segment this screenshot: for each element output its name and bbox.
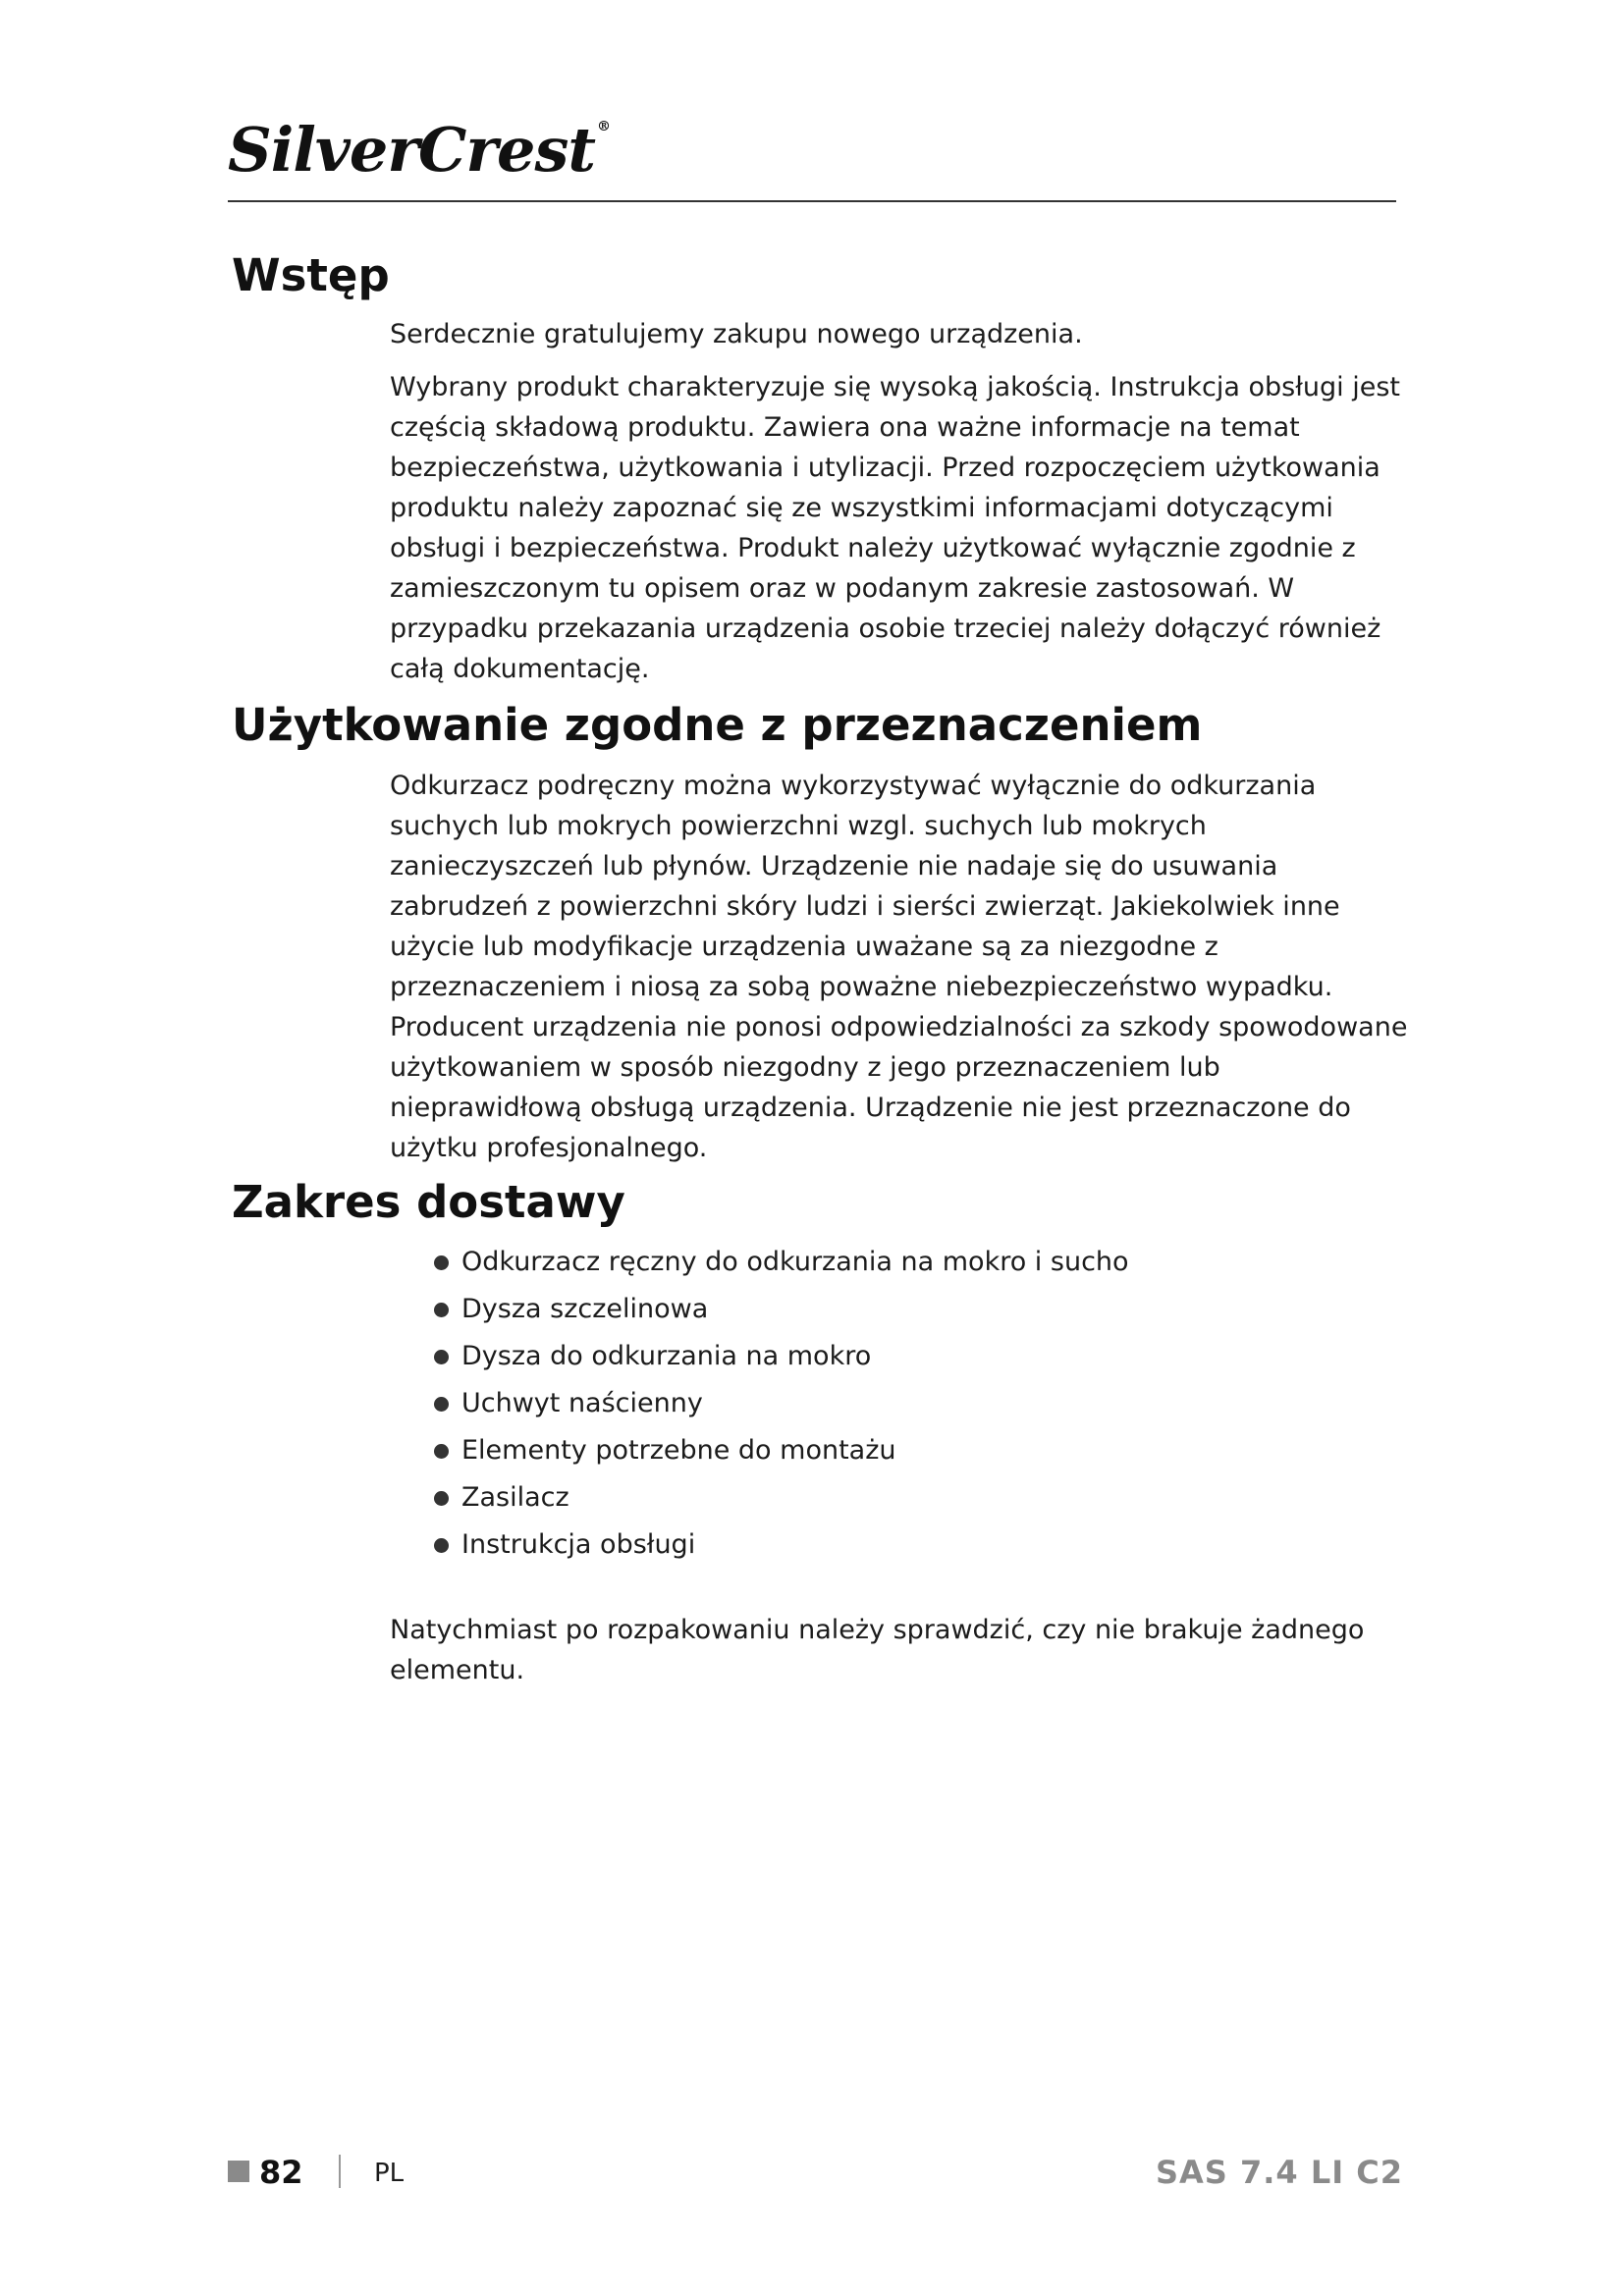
bullet-icon bbox=[434, 1350, 449, 1364]
intro-paragraph-2: Wybrany produkt charakteryzuje się wysoką jakością. Instrukcja obsługi jest częścią składową produktu. Zawiera ona ważne informacje na temat bezpieczeństwa, użytkowania i utylizacji. Przed rozpoczęciem użytkowania produktu należy zapoznać się ze wszystkimi informacjami dotyczącymi obsługi i bezpieczeństwa. Produkt należy użytkować wyłącznie zgodnie z zamieszczonym tu opisem oraz w podanym zakresie zastosowań. W przypadku przekazania urządzenia osobie trzeciej należy dołączyć również całą dokumentację. bbox=[390, 372, 1401, 684]
bullet-icon bbox=[434, 1255, 449, 1270]
list-item-label: Zasilacz bbox=[461, 1482, 569, 1513]
list-item bbox=[432, 1286, 1129, 1333]
intended-use-paragraph: Odkurzacz podręczny można wykorzystywać wyłącznie do odkurzania suchych lub mokrych powierzchni wzgl. suchych lub mokrych zanieczyszczeń lub płynów. Urządzenie nie nadaje się do usuwania zabrudzeń z powierzchni skóry ludzi i sierści zwierząt. Jakiekolwiek inne użycie lub modyfikacje urządzenia uważane są za niezgodne z przeznaczeniem i niosą za sobą poważne niebezpieczeństwo wypadku. Producent urządzenia nie ponosi odpowiedzialności za szkody spowodowane użytkowaniem w sposób niezgodny z jego przeznaczeniem lub nieprawidłową obsługą urządzenia. Urządzenie nie jest przeznaczone do użytku profesjonalnego. bbox=[390, 771, 1408, 1163]
registered-mark: ® bbox=[597, 119, 611, 134]
language-code: PL bbox=[374, 2159, 405, 2188]
page-number: 82 bbox=[259, 2154, 303, 2191]
bullet-icon bbox=[434, 1444, 449, 1459]
list-item bbox=[432, 1474, 1129, 1522]
page-marker-icon bbox=[228, 2161, 249, 2182]
list-item bbox=[432, 1427, 1129, 1474]
brand-logo bbox=[228, 114, 611, 186]
delivery-note: Natychmiast po rozpakowaniu należy sprawdzić, czy nie brakuje żadnego elementu. bbox=[390, 1615, 1365, 1685]
bullet-icon bbox=[434, 1538, 449, 1553]
intro-paragraph-1: Serdecznie gratulujemy zakupu nowego urządzenia. bbox=[390, 319, 1083, 349]
page-footer bbox=[0, 2153, 1624, 2192]
section-title-delivery: Zakres dostawy bbox=[232, 1176, 625, 1228]
list-item-label: Odkurzacz ręczny do odkurzania na mokro i sucho bbox=[461, 1247, 1129, 1277]
list-item-label: Dysza szczelinowa bbox=[461, 1294, 709, 1324]
list-item bbox=[432, 1380, 1129, 1427]
list-item-label: Elementy potrzebne do montażu bbox=[461, 1435, 896, 1466]
section-title-intro: Wstęp bbox=[232, 249, 390, 301]
brand-name: SilverCrest bbox=[228, 114, 596, 186]
header-divider bbox=[228, 200, 1396, 202]
delivery-list bbox=[432, 1239, 1129, 1569]
bullet-icon bbox=[434, 1397, 449, 1412]
list-item-label: Dysza do odkurzania na mokro bbox=[461, 1341, 872, 1371]
bullet-icon bbox=[434, 1491, 449, 1506]
list-item-label: Uchwyt naścienny bbox=[461, 1388, 703, 1418]
section-title-intended-use: Użytkowanie zgodne z przeznaczeniem bbox=[232, 699, 1203, 751]
list-item-label: Instrukcja obsługi bbox=[461, 1529, 696, 1560]
list-item bbox=[432, 1522, 1129, 1569]
bullet-icon bbox=[434, 1303, 449, 1317]
list-item bbox=[432, 1333, 1129, 1380]
model-number: SAS 7.4 LI C2 bbox=[1155, 2154, 1403, 2191]
list-item bbox=[432, 1239, 1129, 1286]
footer-divider bbox=[339, 2155, 341, 2188]
